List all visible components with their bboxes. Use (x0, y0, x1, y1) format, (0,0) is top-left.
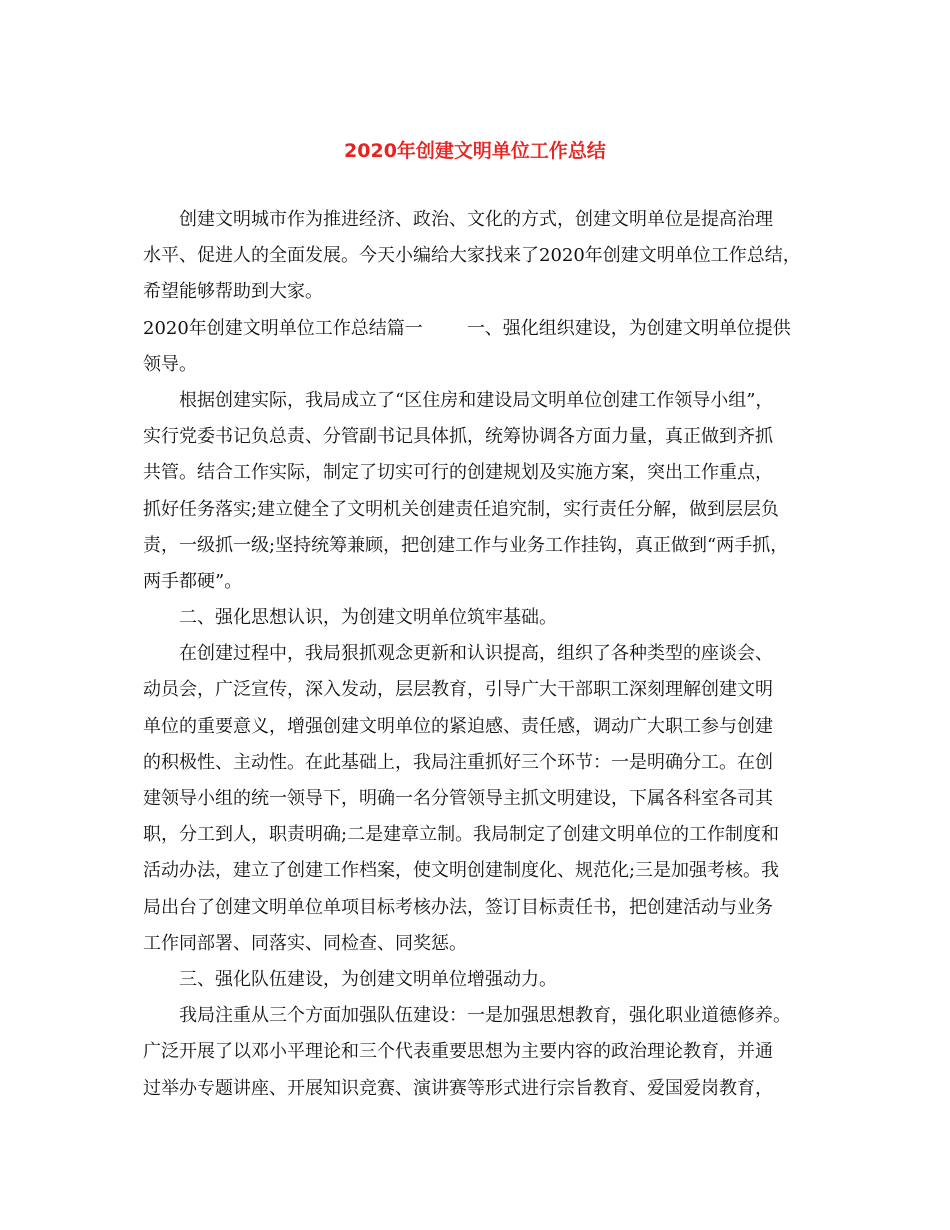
text-line: 希望能够帮助到大家。 (143, 281, 323, 303)
document-body (143, 202, 823, 1107)
text-line: 抓好任务落实;建立健全了文明机关创建责任追究制，实行责任分解，做到层层负 (143, 498, 780, 520)
section-heading-1: 一、强化组织建设，为创建文明单位提供 (466, 317, 791, 339)
text-line: 的积极性、主动性。在此基础上，我局注重抓好三个环节：一是明确分工。在创 (143, 751, 773, 773)
text-line: 实行党委书记负总责、分管副书记具体抓，统筹协调各方面力量，真正做到齐抓 (143, 426, 773, 448)
text-line: 单位的重要意义，增强创建文明单位的紧迫感、责任感，调动广大职工参与创建 (143, 715, 773, 737)
text-line: 两手都硬”。 (143, 570, 243, 592)
text-line: 水平、促进人的全面发展。今天小编给大家找来了2020年创建文明单位工作总结， (143, 245, 801, 267)
text-line: 广泛开展了以邓小平理论和三个代表重要思想为主要内容的政治理论教育，并通 (143, 1041, 773, 1063)
section-title: 2020年创建文明单位工作总结篇一 (143, 317, 423, 339)
text-line: 过举办专题讲座、开展知识竞赛、演讲赛等形式进行宗旨教育、爱国爱岗教育， (143, 1077, 773, 1099)
text-line: 活动办法，建立了创建工作档案，使文明创建制度化、规范化;三是加强考核。我 (143, 860, 780, 882)
document-title: 2020年创建文明单位工作总结 (344, 140, 606, 162)
text-line: 职，分工到人，职责明确;二是建章立制。我局制定了创建文明单位的工作制度和 (143, 824, 780, 846)
text-line: 责，一级抓一级;坚持统筹兼顾，把创建工作与业务工作挂钩，真正做到“两手抓， (143, 534, 789, 556)
section-heading-3: 三、强化队伍建设，为创建文明单位增强动力。 (179, 968, 557, 990)
text-line-section-heading (143, 311, 823, 347)
text-line: 工作同部署、同落实、同检查、同奖惩。 (143, 932, 467, 954)
section-heading-2: 二、强化思想认识，为创建文明单位筑牢基础。 (179, 607, 557, 629)
text-line: 局出台了创建文明单位单项目标考核办法，签订目标责任书，把创建活动与业务 (143, 896, 773, 918)
text-line: 领导。 (143, 353, 197, 375)
text-line: 创建文明城市作为推进经济、政治、文化的方式，创建文明单位是提高治理 (179, 209, 773, 230)
text-line: 共管。结合工作实际，制定了切实可行的创建规划及实施方案，突出工作重点， (143, 462, 773, 484)
text-line: 在创建过程中，我局狠抓观念更新和认识提高，组织了各种类型的座谈会、 (179, 643, 773, 665)
text-line: 根据创建实际，我局成立了“区住房和建设局文明单位创建工作领导小组”， (179, 389, 774, 411)
text-line: 动员会，广泛宣传，深入发动，层层教育，引导广大干部职工深刻理解创建文明 (143, 679, 773, 701)
text-line: 我局注重从三个方面加强队伍建设：一是加强思想教育，强化职业道德修养。 (179, 1005, 791, 1027)
text-line: 建领导小组的统一领导下，明确一名分管领导主抓文明建设，下属各科室各司其 (143, 788, 773, 809)
